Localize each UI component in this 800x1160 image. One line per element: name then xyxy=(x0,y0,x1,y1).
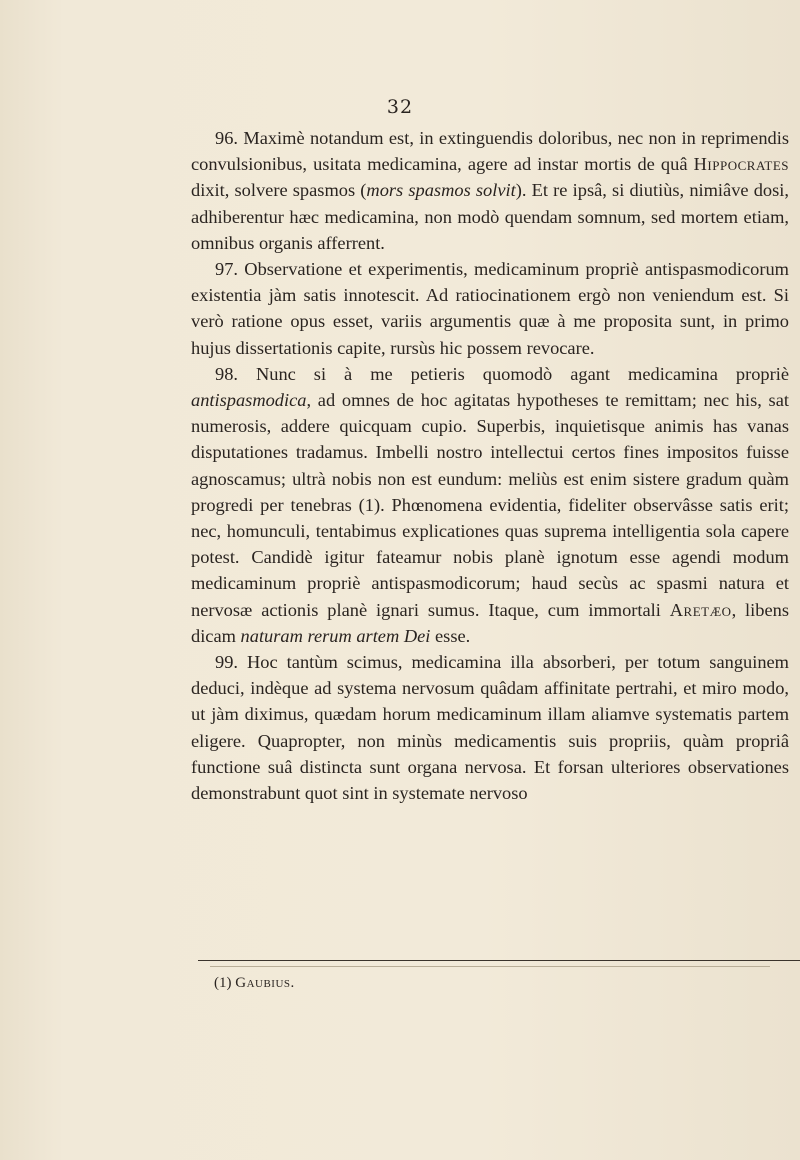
author-name: Hippocrates xyxy=(693,154,789,175)
text-run: Nunc si à me petieris quomodò agant medicamina propriè xyxy=(238,363,789,384)
footnote-author: Gaubius. xyxy=(235,975,295,991)
paragraph-number: 99. xyxy=(215,652,238,673)
text-run: Maximè notandum est, in extinguendis doloribus, nec non in reprimendis convulsionibus, usitata medicamina, agere ad instar mortis de quâ xyxy=(191,128,789,175)
paragraph-97 xyxy=(191,256,789,361)
footnote-rule xyxy=(198,960,800,961)
text-run: Hoc tantùm scimus, medicamina illa absorberi, per totum sanguinem deduci, indèque ad systema nervosum quâdam affinitate pertrahi, et miro modo, ut jàm diximus, quædam horum medicaminum illam aliamve systematis partem eligere. Quapropter, non minùs medicamentis suis propriis, quàm propriâ functione suâ distincta sunt organa nervosa. Et forsan ulteriores observationes demonstrabunt quot sint in systemate nervoso xyxy=(191,652,789,804)
paragraph-number: 98. xyxy=(215,363,238,384)
paragraph-98 xyxy=(191,361,789,649)
author-name: Aretæo xyxy=(669,599,732,620)
italic-quote: mors spasmos solvit xyxy=(366,180,516,201)
paragraph-number: 97. xyxy=(215,259,238,280)
body-text xyxy=(191,125,789,806)
italic-quote: naturam rerum artem Dei xyxy=(240,625,431,646)
paragraph-96 xyxy=(191,125,789,256)
footnote-rule-shadow xyxy=(210,966,770,967)
paragraph-99 xyxy=(191,649,789,806)
text-run: , libens dicam xyxy=(191,599,789,646)
text-run: Observatione et experimentis, medicaminum propriè antispasmodicorum existentia jàm satis innotescit. Ad ratiocinationem ergò non veniendum est. Si verò ratione opus esset, variis argumentis quæ à me proposita sunt, in primo hujus dissertationis capite, rursùs hic possem revocare. xyxy=(191,259,789,358)
footnote-marker: (1) xyxy=(214,975,232,991)
paragraph-number: 96. xyxy=(215,128,238,148)
text-run: ). Et re ipsâ, si diutiùs, nimiâve dosi, adhiberentur hæc medicamina, non modò quendam somnum, sed mortem etiam, omnibus organis afferrent. xyxy=(191,180,789,253)
page-number: 32 xyxy=(386,96,414,118)
text-run: , ad omnes de hoc agitatas hypotheses te remittam; nec his, sat numerosis, addere quicquam cupio. Superbis, inquietisque animis has vanas disputationes tradamus. Imbelli nostro intellectui certos fines impositos fuisse agnoscamus; ultrà nobis non est eundum: meliùs est enim sistere gradum quàm progredi per tenebras (1). Phœnomena evidentia, fideliter observâsse satis erit; nec, homunculi, tentabimus explicationes quas suprema intelligentia sola capere potest. Candidè igitur fateamur nobis planè ignotum esse agendi modum medicaminum propriè antispasmodicorum; haud secùs ac spasmi natura et nervosæ actionis planè ignari sumus. Itaque, cum immortali xyxy=(191,390,789,620)
text-run: dixit, solvere spasmos ( xyxy=(191,180,367,201)
footnote xyxy=(214,975,295,992)
italic-term: antispasmodica xyxy=(191,390,307,411)
text-run: esse. xyxy=(430,625,471,646)
